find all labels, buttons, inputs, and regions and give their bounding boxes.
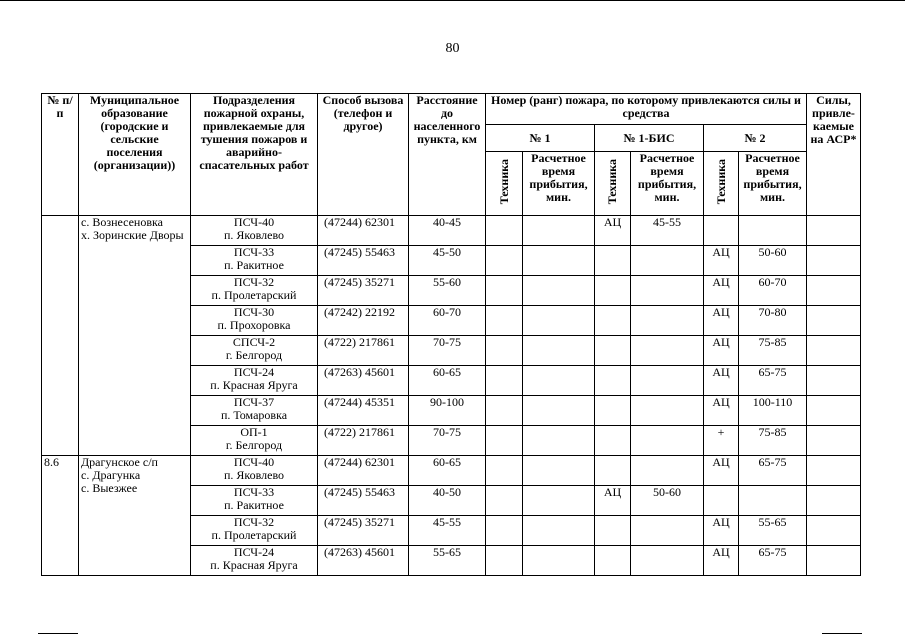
arrival-1-cell xyxy=(523,246,595,276)
header-distance: Расстояние до населенного пункта, км xyxy=(409,94,486,216)
unit-name: ПСЧ-33 xyxy=(233,485,275,499)
unit-name: ПСЧ-33 xyxy=(233,245,275,259)
tech-2-cell xyxy=(595,516,631,546)
unit-cell xyxy=(191,336,318,366)
phone-cell: (47244) 45351 xyxy=(318,396,409,426)
phone-cell: (47245) 55463 xyxy=(318,246,409,276)
unit-place: п. Томаровка xyxy=(220,408,288,422)
unit-name: СПСЧ-2 xyxy=(232,335,276,349)
tech-1-cell xyxy=(486,246,523,276)
arrival-2-cell xyxy=(631,366,704,396)
asr-cell xyxy=(807,516,861,546)
tech-2-cell xyxy=(595,396,631,426)
phone-cell: (47245) 35271 xyxy=(318,516,409,546)
distance-cell: 40-50 xyxy=(409,486,486,516)
phone-cell: (47263) 45601 xyxy=(318,546,409,576)
arrival-2-cell xyxy=(631,516,704,546)
arrival-1-cell xyxy=(523,516,595,546)
tech-1-cell xyxy=(486,396,523,426)
tech-1-cell xyxy=(486,546,523,576)
distance-cell: 60-65 xyxy=(409,366,486,396)
bottom-rule-left xyxy=(38,633,78,634)
arrival-1-cell xyxy=(523,216,595,246)
tech-2-cell xyxy=(595,426,631,456)
asr-cell xyxy=(807,306,861,336)
unit-place: п. Пролетарский xyxy=(211,528,297,542)
unit-place: п. Прохоровка xyxy=(217,318,291,332)
arrival-1-cell xyxy=(523,276,595,306)
tech-1-cell xyxy=(486,516,523,546)
tech-3-cell: АЦ xyxy=(704,306,739,336)
unit-name: ПСЧ-37 xyxy=(233,395,275,409)
asr-cell xyxy=(807,396,861,426)
arrival-3-cell: 75-85 xyxy=(739,336,807,366)
asr-cell xyxy=(807,246,861,276)
tech-2-cell: АЦ xyxy=(595,216,631,246)
tech-3-cell xyxy=(704,486,739,516)
arrival-3-cell: 65-75 xyxy=(739,456,807,486)
distance-cell: 45-55 xyxy=(409,516,486,546)
arrival-2-cell xyxy=(631,396,704,426)
header-rank-1bis: № 1-БИС xyxy=(595,125,704,152)
distance-cell: 55-60 xyxy=(409,276,486,306)
unit-name: ПСЧ-32 xyxy=(233,275,275,289)
distance-cell: 70-75 xyxy=(409,336,486,366)
arrival-3-cell xyxy=(739,216,807,246)
distance-cell: 90-100 xyxy=(409,396,486,426)
tech-1-cell xyxy=(486,216,523,246)
arrival-1-cell xyxy=(523,486,595,516)
unit-place: п. Яковлево xyxy=(223,228,285,242)
tech-3-cell: АЦ xyxy=(704,366,739,396)
unit-cell xyxy=(191,426,318,456)
arrival-2-cell: 50-60 xyxy=(631,486,704,516)
distance-cell: 40-45 xyxy=(409,216,486,246)
tech-3-cell: АЦ xyxy=(704,456,739,486)
unit-place: п. Ракитное xyxy=(224,258,284,272)
arrival-2-cell xyxy=(631,336,704,366)
fire-resources-table xyxy=(41,93,861,576)
group-number: 8.6 xyxy=(42,456,79,576)
phone-cell: (47244) 62301 xyxy=(318,216,409,246)
table-header xyxy=(42,94,861,216)
phone-cell: (47245) 55463 xyxy=(318,486,409,516)
tech-3-cell: АЦ xyxy=(704,546,739,576)
header-tech-1: Техника xyxy=(486,152,523,216)
tech-1-cell xyxy=(486,336,523,366)
arrival-3-cell xyxy=(739,486,807,516)
arrival-3-cell: 50-60 xyxy=(739,246,807,276)
tech-3-cell xyxy=(704,216,739,246)
unit-name: ПСЧ-30 xyxy=(233,305,275,319)
unit-place: г. Белгород xyxy=(225,438,283,452)
phone-cell: (47245) 35271 xyxy=(318,276,409,306)
tech-3-cell: АЦ xyxy=(704,516,739,546)
tech-2-cell xyxy=(595,366,631,396)
unit-name: ОП-1 xyxy=(240,425,268,439)
asr-cell xyxy=(807,546,861,576)
header-arrival-2: Расчетное время прибытия, мин. xyxy=(631,152,704,216)
header-asr: Силы, привле-каемые на АСР* xyxy=(807,94,861,216)
header-fire-rank: Номер (ранг) пожара, по которому привлекаются силы и средства xyxy=(486,94,807,125)
tech-3-cell: АЦ xyxy=(704,336,739,366)
header-tech-2: Техника xyxy=(595,152,631,216)
arrival-1-cell xyxy=(523,336,595,366)
unit-name: ПСЧ-40 xyxy=(233,455,275,469)
unit-cell xyxy=(191,396,318,426)
header-arrival-1: Расчетное время прибытия, мин. xyxy=(523,152,595,216)
group-municipality: Драгунское с/п с. Драгунка с. Выезжее xyxy=(79,456,191,576)
unit-name: ПСЧ-24 xyxy=(233,365,275,379)
arrival-2-cell xyxy=(631,246,704,276)
header-num: № п/п xyxy=(42,94,79,216)
unit-place: п. Яковлево xyxy=(223,468,285,482)
arrival-2-cell xyxy=(631,306,704,336)
tech-2-cell xyxy=(595,246,631,276)
phone-cell: (47242) 22192 xyxy=(318,306,409,336)
arrival-2-cell xyxy=(631,276,704,306)
unit-cell xyxy=(191,546,318,576)
arrival-1-cell xyxy=(523,366,595,396)
unit-place: г. Белгород xyxy=(225,348,283,362)
header-rank-2: № 2 xyxy=(704,125,807,152)
tech-1-cell xyxy=(486,276,523,306)
arrival-3-cell: 70-80 xyxy=(739,306,807,336)
unit-cell xyxy=(191,276,318,306)
unit-place: п. Красная Яруга xyxy=(210,378,298,392)
arrival-3-cell: 75-85 xyxy=(739,426,807,456)
unit-name: ПСЧ-32 xyxy=(233,515,275,529)
distance-cell: 60-70 xyxy=(409,306,486,336)
asr-cell xyxy=(807,366,861,396)
arrival-3-cell: 65-75 xyxy=(739,546,807,576)
arrival-3-cell: 55-65 xyxy=(739,516,807,546)
arrival-3-cell: 100-110 xyxy=(739,396,807,426)
tech-2-cell xyxy=(595,306,631,336)
phone-cell: (4722) 217861 xyxy=(318,336,409,366)
arrival-2-cell xyxy=(631,456,704,486)
arrival-3-cell: 60-70 xyxy=(739,276,807,306)
arrival-1-cell xyxy=(523,546,595,576)
tech-3-cell: АЦ xyxy=(704,276,739,306)
tech-1-cell xyxy=(486,366,523,396)
tech-1-cell xyxy=(486,486,523,516)
unit-place: п. Пролетарский xyxy=(211,288,297,302)
unit-place: п. Красная Яруга xyxy=(210,558,298,572)
tech-2-cell xyxy=(595,546,631,576)
arrival-1-cell xyxy=(523,396,595,426)
header-rank-1: № 1 xyxy=(486,125,595,152)
arrival-2-cell xyxy=(631,546,704,576)
unit-name: ПСЧ-40 xyxy=(233,215,275,229)
header-municipality: Муниципальное образование (городские и сельские поселения (организации)) xyxy=(79,94,191,216)
asr-cell xyxy=(807,426,861,456)
unit-cell xyxy=(191,456,318,486)
table-row xyxy=(42,456,861,486)
arrival-2-cell xyxy=(631,426,704,456)
phone-cell: (4722) 217861 xyxy=(318,426,409,456)
group-number xyxy=(42,216,79,456)
asr-cell xyxy=(807,336,861,366)
asr-cell xyxy=(807,276,861,306)
page-number: 80 xyxy=(445,41,460,56)
tech-3-cell: + xyxy=(704,426,739,456)
unit-cell xyxy=(191,516,318,546)
tech-3-cell: АЦ xyxy=(704,246,739,276)
unit-cell xyxy=(191,216,318,246)
tech-2-cell: АЦ xyxy=(595,486,631,516)
header-unit: Подразделения пожарной охраны, привлекаемые для тушения пожаров и аварийно-спасательных работ xyxy=(191,94,318,216)
top-rule xyxy=(0,0,905,1)
tech-2-cell xyxy=(595,276,631,306)
header-tech-3: Техника xyxy=(704,152,739,216)
header-call: Способ вызова (телефон и другое) xyxy=(318,94,409,216)
tech-1-cell xyxy=(486,426,523,456)
asr-cell xyxy=(807,216,861,246)
asr-cell xyxy=(807,456,861,486)
unit-cell xyxy=(191,366,318,396)
unit-cell xyxy=(191,486,318,516)
arrival-2-cell: 45-55 xyxy=(631,216,704,246)
distance-cell: 55-65 xyxy=(409,546,486,576)
unit-cell xyxy=(191,246,318,276)
arrival-1-cell xyxy=(523,426,595,456)
distance-cell: 70-75 xyxy=(409,426,486,456)
table-row xyxy=(42,216,861,246)
tech-2-cell xyxy=(595,336,631,366)
distance-cell: 60-65 xyxy=(409,456,486,486)
tech-1-cell xyxy=(486,456,523,486)
unit-name: ПСЧ-24 xyxy=(233,545,275,559)
distance-cell: 45-50 xyxy=(409,246,486,276)
asr-cell xyxy=(807,486,861,516)
arrival-1-cell xyxy=(523,306,595,336)
tech-1-cell xyxy=(486,306,523,336)
phone-cell: (47263) 45601 xyxy=(318,366,409,396)
arrival-1-cell xyxy=(523,456,595,486)
table-body xyxy=(42,216,861,576)
phone-cell: (47244) 62301 xyxy=(318,456,409,486)
tech-3-cell: АЦ xyxy=(704,396,739,426)
tech-2-cell xyxy=(595,456,631,486)
arrival-3-cell: 65-75 xyxy=(739,366,807,396)
bottom-rule-right xyxy=(822,633,862,634)
group-municipality: с. Вознесеновка х. Зоринские Дворы xyxy=(79,216,191,456)
unit-place: п. Ракитное xyxy=(224,498,284,512)
header-arrival-3: Расчетное время прибытия, мин. xyxy=(739,152,807,216)
unit-cell xyxy=(191,306,318,336)
